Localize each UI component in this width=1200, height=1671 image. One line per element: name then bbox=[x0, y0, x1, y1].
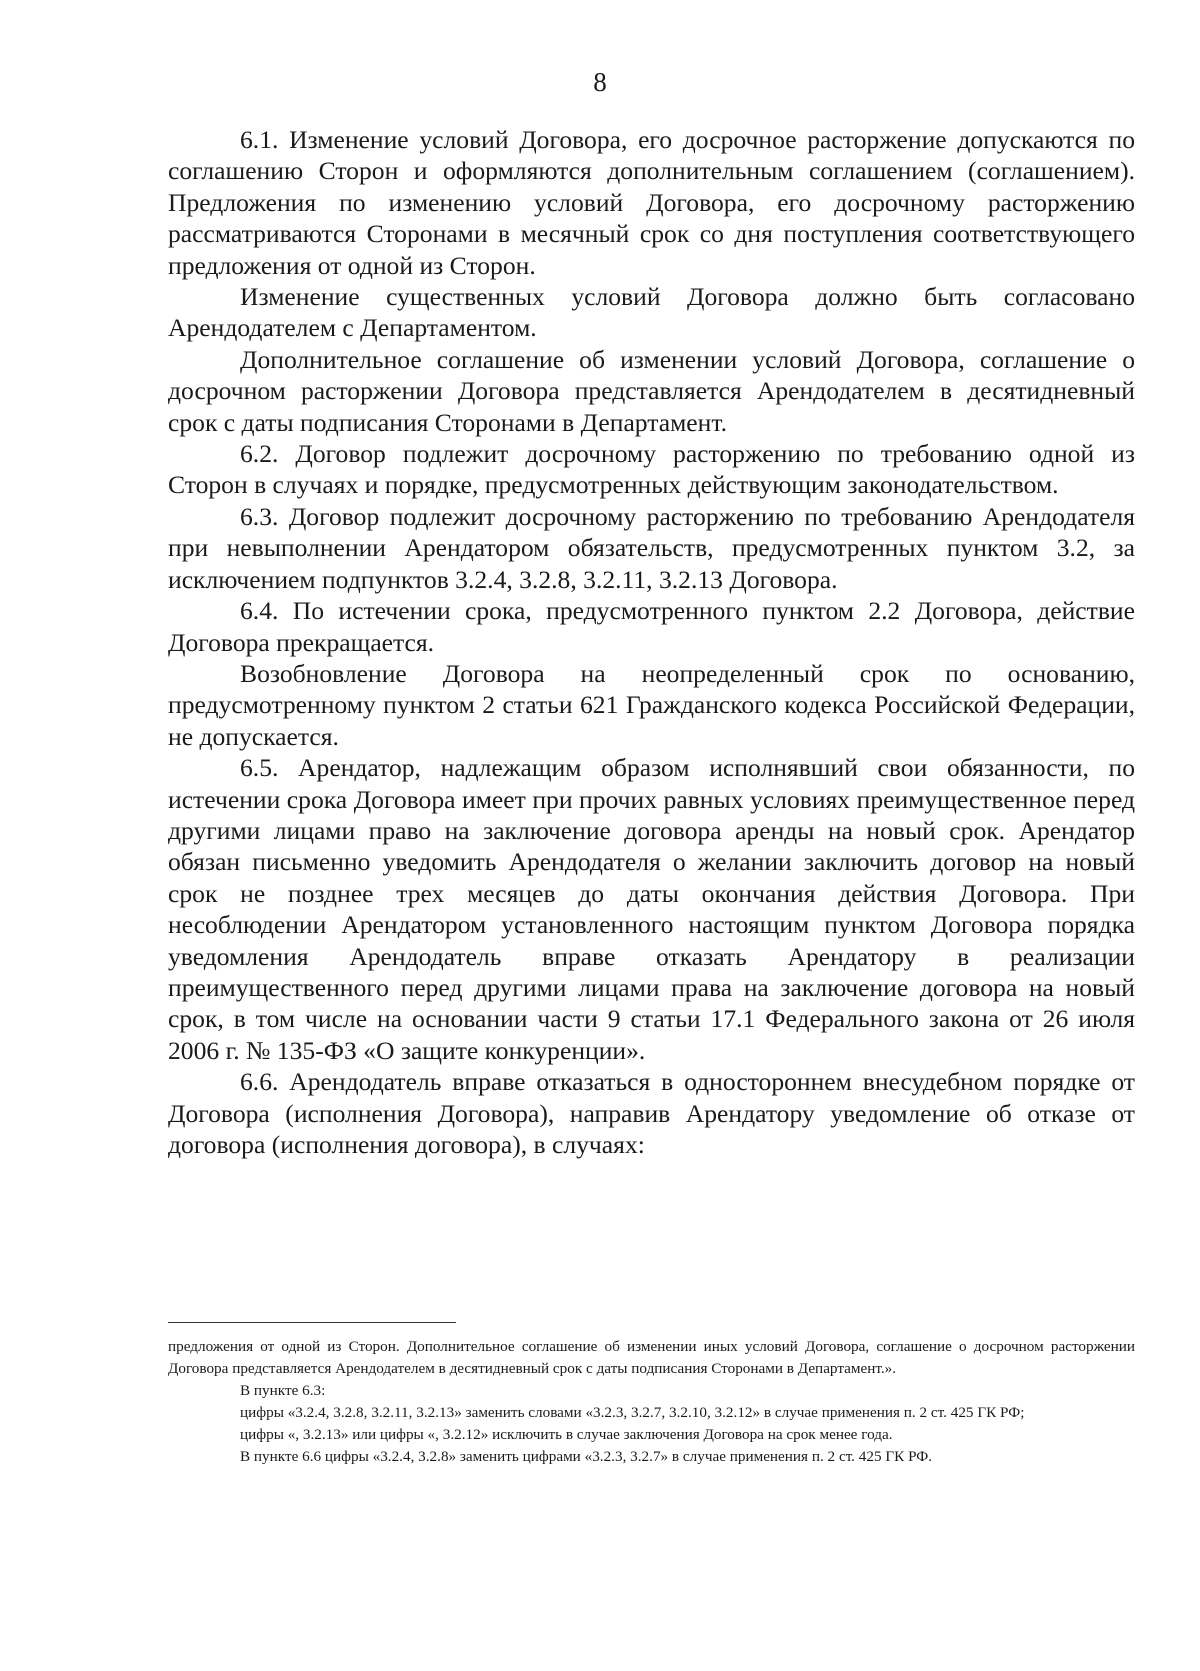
paragraph-6-4: 6.4. По истечении срока, предусмотренного пунктом 2.2 Договора, действие Договора прекращается. bbox=[168, 596, 1135, 657]
footnote-divider bbox=[168, 1322, 456, 1323]
paragraph-6-6: 6.6. Арендодатель вправе отказаться в одностороннем внесудебном порядке от Договора (исполнения Договора), направив Арендатору уведомление об отказе от договора (исполнения договора), в случаях: bbox=[168, 1067, 1135, 1159]
paragraph-6-2: 6.2. Договор подлежит досрочному расторжению по требованию одной из Сторон в случаях и порядке, предусмотренных действующим законодательством. bbox=[168, 439, 1135, 500]
footnote-6-3-exclude: цифры «, 3.2.13» или цифры «, 3.2.12» исключить в случае заключения Договора на срок менее года. bbox=[240, 1426, 893, 1443]
footnote-6-3-heading: В пункте 6.3: bbox=[240, 1382, 326, 1399]
paragraph-6-3: 6.3. Договор подлежит досрочному расторжению по требованию Арендодателя при невыполнении Арендатором обязательств, предусмотренных пунктом 3.2, за исключением подпунктов 3.2.4, 3.2.8, 3.2.11, 3.2.13 Договора. bbox=[168, 501, 1135, 594]
paragraph-6-4-renewal: Возобновление Договора на неопределенный срок по основанию, предусмотренному пунктом 2 статьи 621 Гражданского кодекса Российской Федерации, не допускается. bbox=[168, 658, 1135, 751]
paragraph-6-1-supplementary-agreement: Дополнительное соглашение об изменении условий Договора, соглашение о досрочном расторжении Договора представляется Арендодателем в десятидневный срок с даты подписания Сторонами в Департамент. bbox=[168, 344, 1135, 437]
document-body bbox=[168, 124, 1135, 1160]
paragraph-6-5: 6.5. Арендатор, надлежащим образом исполнявший свои обязанности, по истечении срока Договора имеет при прочих равных условиях преимущественное перед другими лицами право на заключение договора аренды на новый срок. Арендатор обязан письменно уведомить Арендодателя о желании заключить договор на новый срок не позднее трех месяцев до даты окончания действия Договора. При несоблюдении Арендатором установленного настоящим пунктом Договора порядка уведомления Арендодатель вправе отказать Арендатору в реализации преимущественного перед другими лицами права на заключение договора на новый срок, в том числе на основании части 9 статьи 17.1 Федерального закона от 26 июля 2006 г. № 135-ФЗ «О защите конкуренции». bbox=[168, 753, 1135, 1065]
footnote-6-6: В пункте 6.6 цифры «3.2.4, 3.2.8» заменить цифрами «3.2.3, 3.2.7» в случае применения п. 2 ст. 425 ГК РФ. bbox=[240, 1448, 933, 1465]
footnote-6-3-replace: цифры «3.2.4, 3.2.8, 3.2.11, 3.2.13» заменить словами «3.2.3, 3.2.7, 3.2.10, 3.2.12» в случае применения п. 2 ст. 425 ГК РФ; bbox=[240, 1404, 1025, 1421]
footnote-continuation: предложения от одной из Сторон. Дополнительное соглашение об изменении иных условий Договора, соглашение о досрочном расторжении Договора представляется Арендодателем в десятидневный срок с даты подписания Сторонами в Департамент.». bbox=[168, 1338, 1135, 1377]
paragraph-6-1-material-changes: Изменение существенных условий Договора должно быть согласовано Арендодателем с Департаментом. bbox=[168, 282, 1135, 343]
paragraph-6-1: 6.1. Изменение условий Договора, его досрочное расторжение допускаются по соглашению Сторон и оформляются дополнительным соглашением (соглашением). Предложения по изменению условий Договора, его досрочному расторжению рассматриваются Сторонами в месячный срок со дня поступления соответствующего предложения от одной из Сторон. bbox=[168, 125, 1135, 280]
footnotes bbox=[168, 1336, 1135, 1468]
page-number: 8 bbox=[593, 67, 607, 97]
